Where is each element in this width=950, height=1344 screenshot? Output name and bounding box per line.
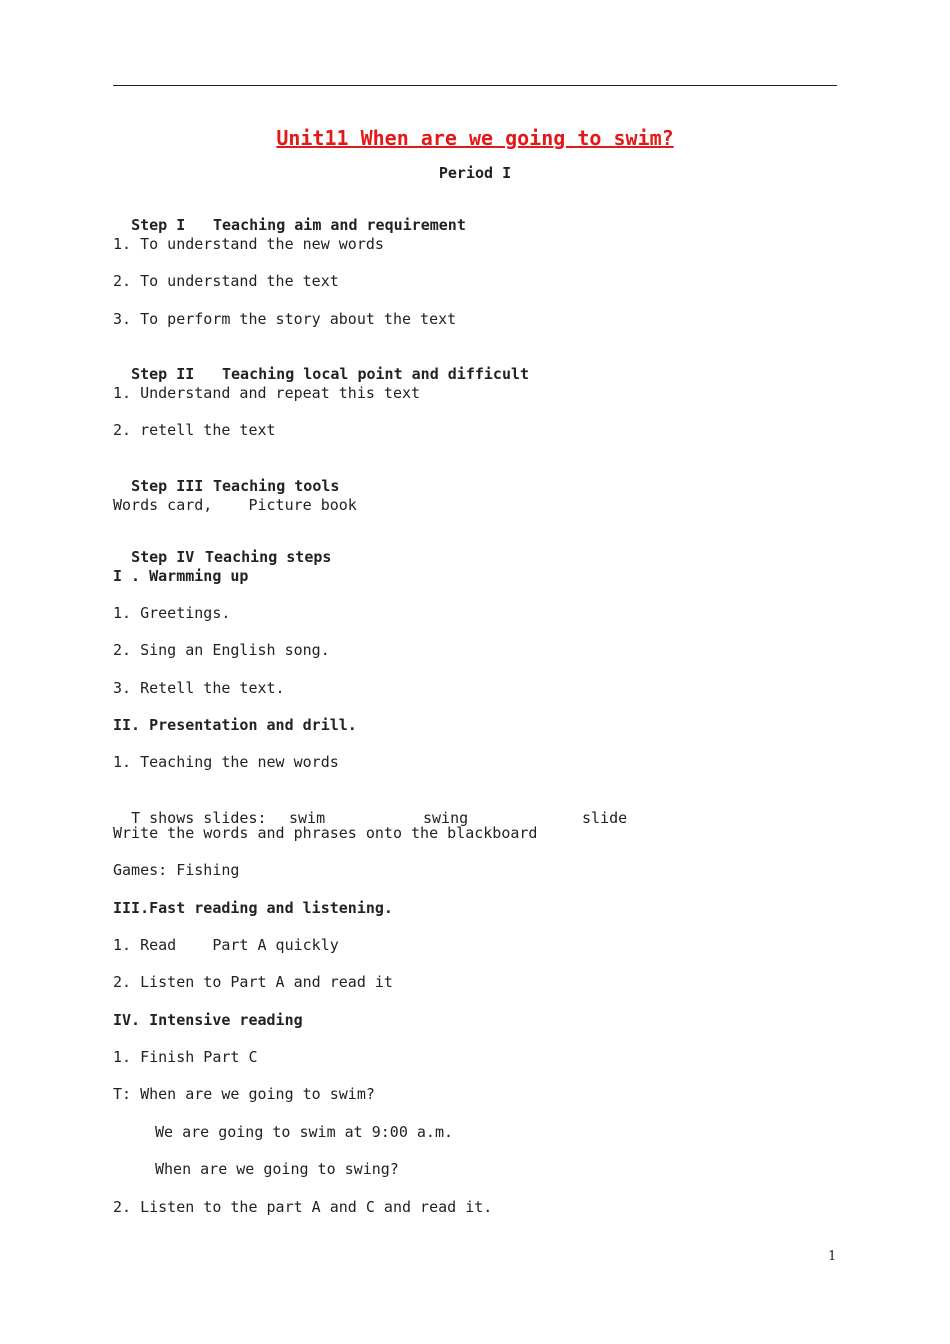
list-item: 3. To perform the story about the text [113, 310, 457, 328]
list-item: 1. Understand and repeat this text [113, 384, 421, 402]
step-title: Teaching tools [213, 477, 340, 495]
dialogue-line: When are we going to swing? [155, 1160, 399, 1178]
step-label: Step IV [131, 548, 195, 566]
slides-label: T shows slides: [131, 809, 267, 827]
list-item: 2. retell the text [113, 421, 276, 439]
slide-word: swim [289, 809, 326, 827]
list-item: 2. Listen to Part A and read it [113, 973, 393, 991]
list-item: 1. Teaching the new words [113, 753, 339, 771]
list-item: 1. Greetings. [113, 604, 231, 622]
page-number: 1 [828, 1249, 837, 1264]
list-item: Write the words and phrases onto the blackboard [113, 824, 538, 842]
period-label: Period I [438, 164, 512, 182]
list-item: 1. Read Part A quickly [113, 936, 339, 954]
step-title: Teaching steps [205, 548, 332, 566]
section-heading: II. Presentation and drill. [113, 716, 357, 734]
slide-word: slide [582, 809, 628, 827]
dialogue-line: T: When are we going to swim? [113, 1085, 375, 1103]
step-label: Step II [131, 365, 195, 383]
section-heading: I . Warmming up [113, 567, 249, 585]
list-item: 1. To understand the new words [113, 235, 384, 253]
step-heading [113, 459, 340, 495]
section-heading: IV. Intensive reading [113, 1011, 303, 1029]
step-title: Teaching local point and difficult [222, 365, 530, 383]
header-rule [113, 85, 837, 86]
dialogue-line: We are going to swim at 9:00 a.m. [155, 1123, 454, 1141]
step-label: Step III [131, 477, 204, 495]
step-label: Step I [131, 216, 186, 234]
list-item: 2. To understand the text [113, 272, 339, 290]
step-title: Teaching aim and requirement [213, 216, 466, 234]
step-heading [113, 530, 332, 566]
list-item: 1. Finish Part C [113, 1048, 258, 1066]
step-heading [113, 198, 466, 234]
list-item: 3. Retell the text. [113, 679, 285, 697]
slides-line [113, 791, 628, 827]
step-heading [113, 347, 530, 383]
slide-word: swing [423, 809, 469, 827]
list-item: Games: Fishing [113, 861, 240, 879]
list-item: 2. Sing an English song. [113, 641, 330, 659]
section-heading: III.Fast reading and listening. [113, 899, 393, 917]
list-item: 2. Listen to the part A and C and read it. [113, 1198, 493, 1216]
tools-line: Words card, Picture book [113, 496, 357, 514]
document-title: Unit11 When are we going to swim? [276, 126, 674, 150]
